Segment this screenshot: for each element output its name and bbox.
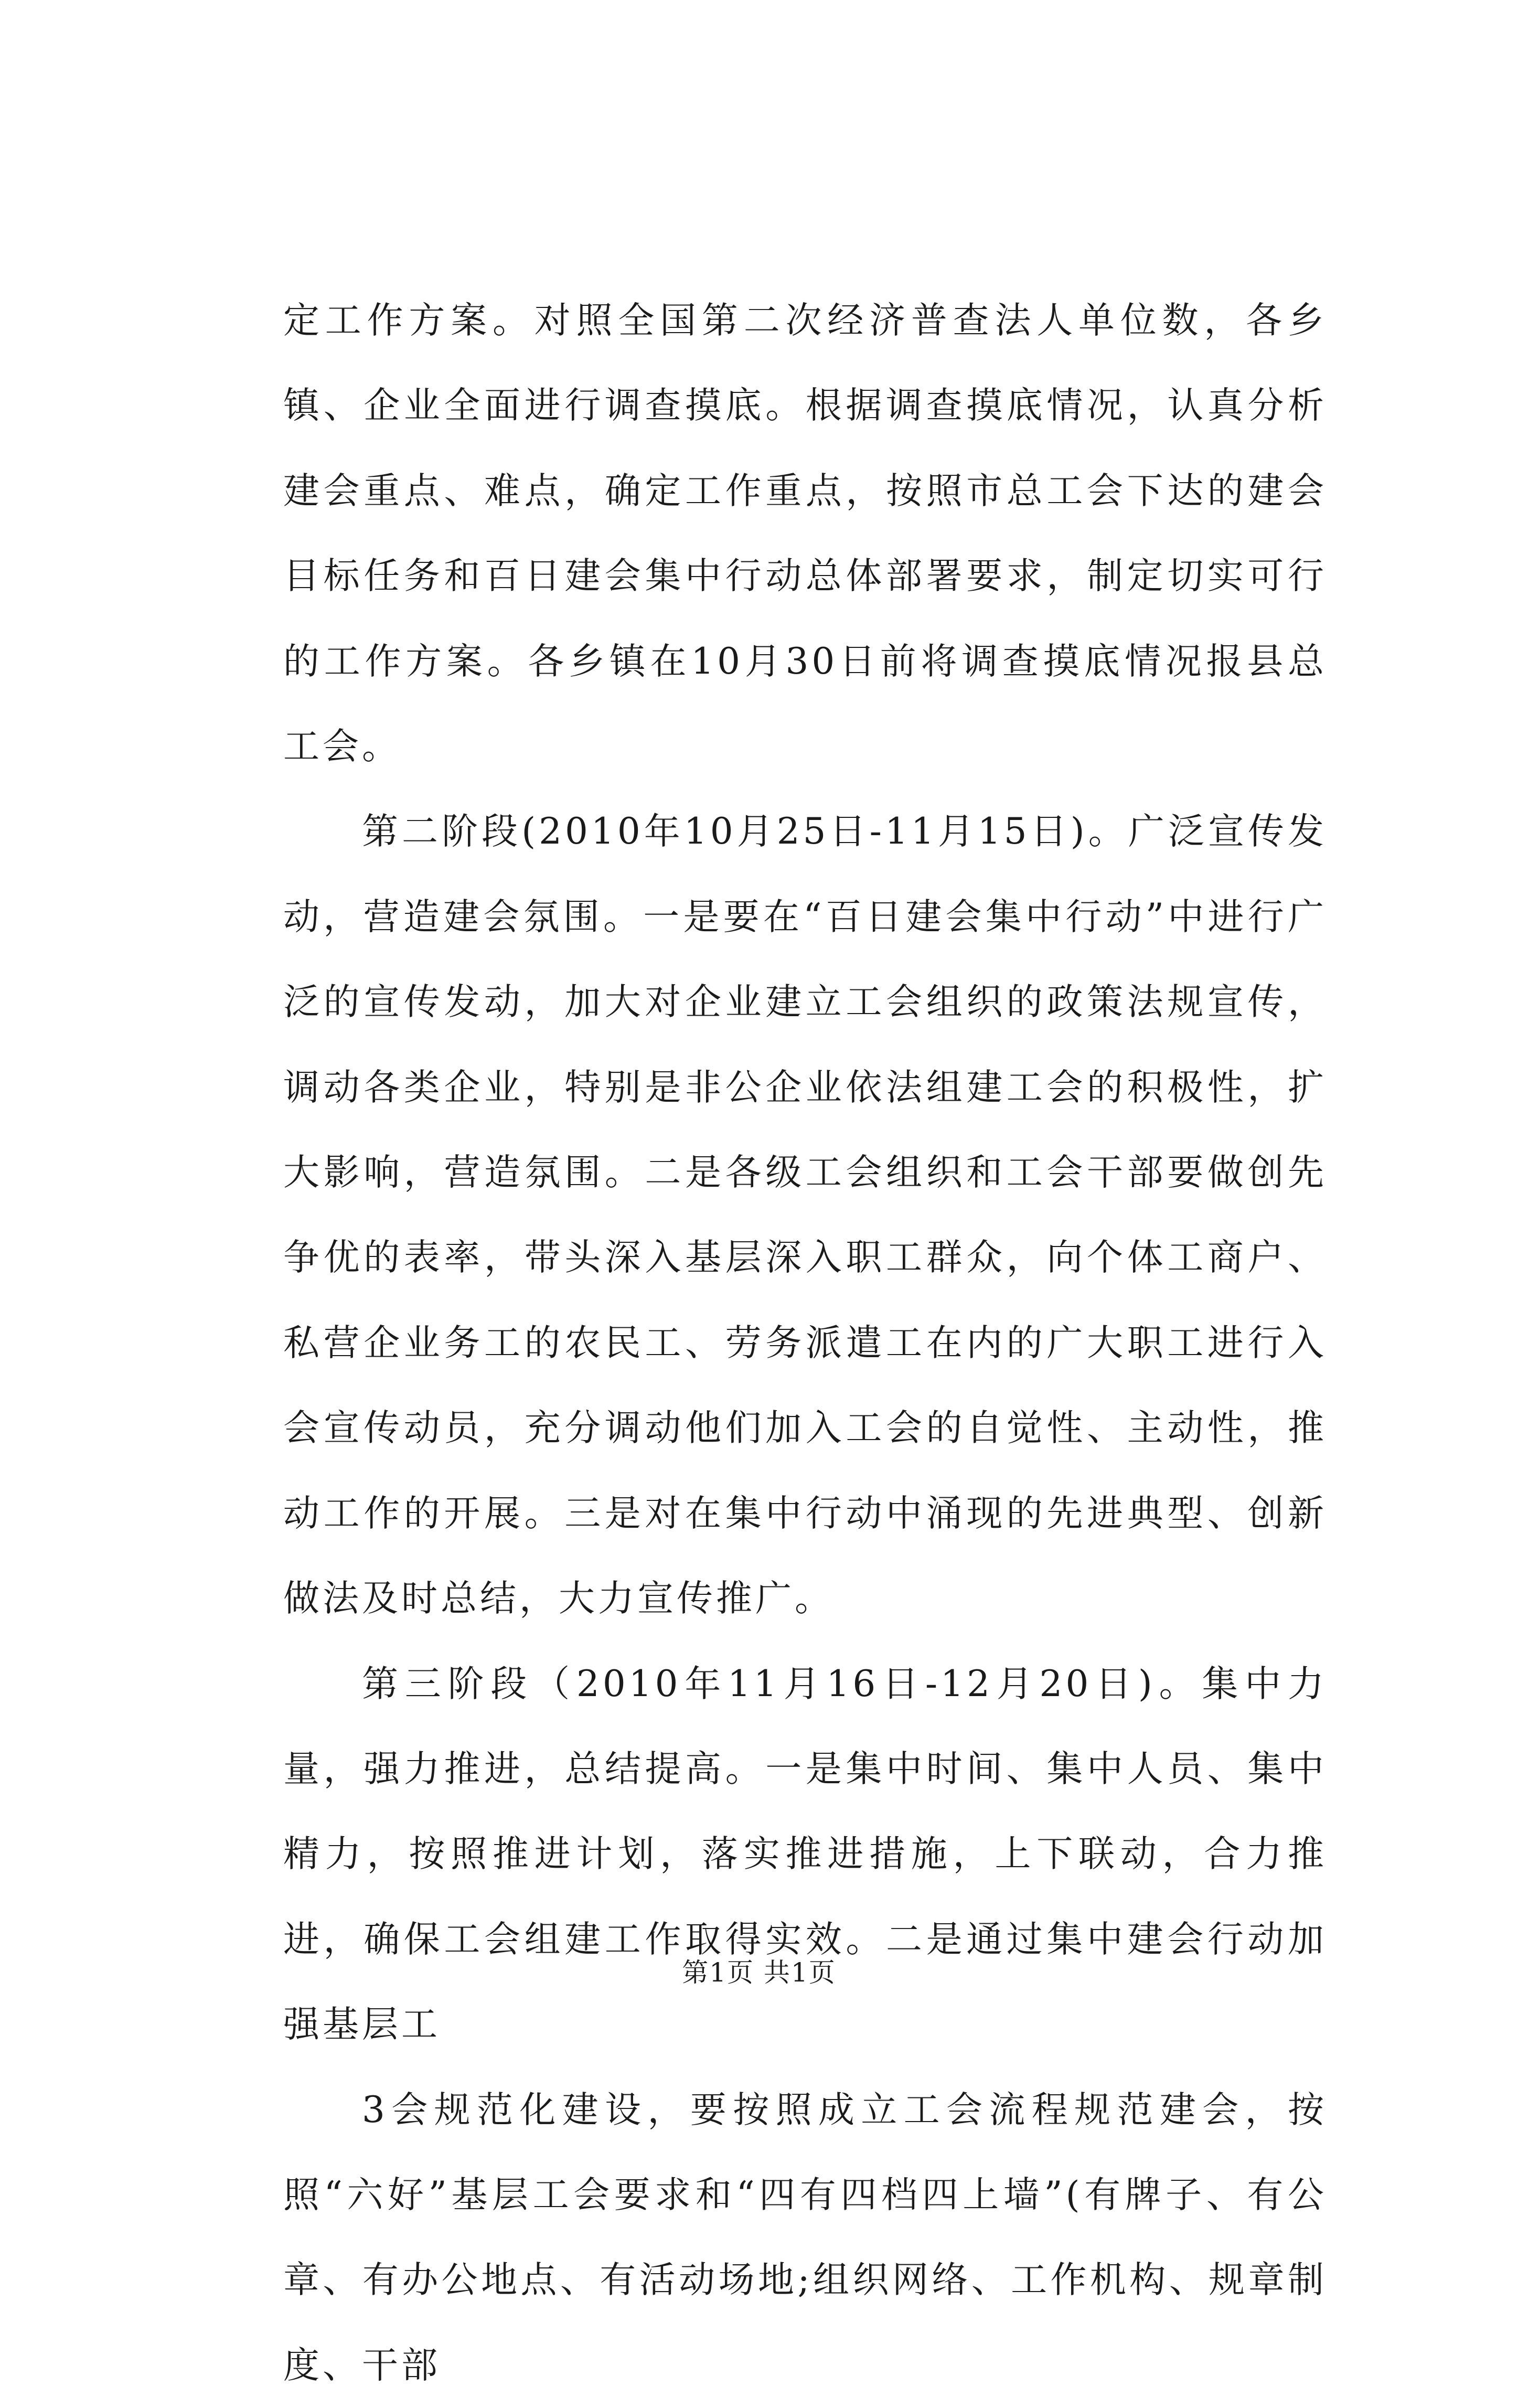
paragraph-2-stage-two: 第二阶段(2010年10月25日-11月15日)。广泛宣传发动，营造建会氛围。一是要在“百日建会集中行动”中进行广泛的宣传发动，加大对企业建立工会组织的政策法规宣传，调动各类企业，特别是非公企业依法组建工会的积极性，扩大影响，营造氛围。二是各级工会组织和工会干部要做创先争优的表率，带头深入基层深入职工群众，向个体工商户、私营企业务工的农民工、劳务派遣工在内的广大职工进行入会宣传动员，充分调动他们加入工会的自觉性、主动性，推动工作的开展。三是对在集中行动中涌现的先进典型、创新做法及时总结，大力宣传推广。 [283, 811, 1327, 1620]
document-body [283, 278, 1327, 2408]
paragraph-1: 定工作方案。对照全国第二次经济普查法人单位数，各乡镇、企业全面进行调查摸底。根据调查摸底情况，认真分析建会重点、难点，确定工作重点，按照市总工会下达的建会目标任务和百日建会集中行动总体部署要求，制定切实可行的工作方案。各乡镇在10月30日前将调查摸底情况报县总工会。 [283, 300, 1327, 768]
page-footer: 第1页 共1页 [682, 1957, 836, 1988]
paragraph-4: 3会规范化建设，要按照成立工会流程规范建会，按照“六好”基层工会要求和“四有四档四上墙”(有牌子、有公章、有办公地点、有活动场地;组织网络、工作机构、规章制度、干部 [283, 2089, 1327, 2386]
paragraph-3-stage-three: 第三阶段（2010年11月16日-12月20日)。集中力量，强力推进，总结提高。一是集中时间、集中人员、集中精力，按照推进计划，落实推进措施，上下联动，合力推进，确保工会组建工作取得实效。二是通过集中建会行动加强基层工 [283, 1663, 1327, 2046]
